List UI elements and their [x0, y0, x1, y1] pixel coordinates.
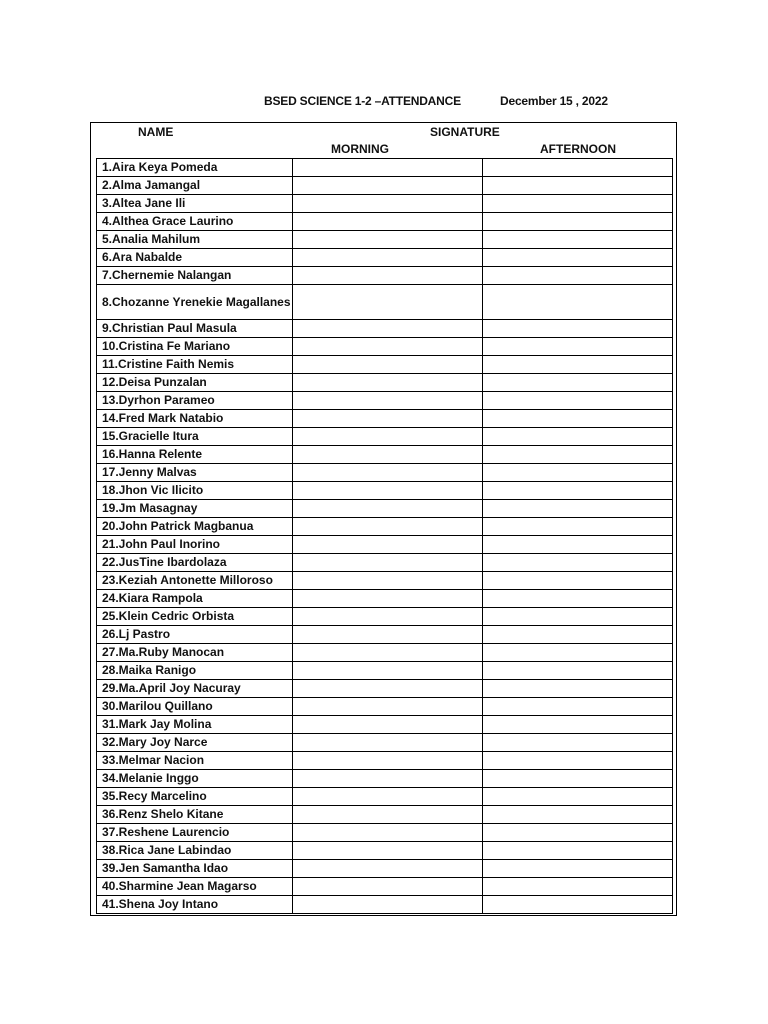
morning-signature-cell[interactable]	[293, 249, 483, 267]
student-name: 9.Christian Paul Masula	[97, 320, 293, 338]
afternoon-signature-cell[interactable]	[483, 195, 673, 213]
table-row	[97, 285, 673, 320]
morning-signature-cell[interactable]	[293, 177, 483, 195]
student-name: 17.Jenny Malvas	[97, 464, 293, 482]
morning-signature-cell[interactable]	[293, 356, 483, 374]
afternoon-signature-cell[interactable]	[483, 680, 673, 698]
afternoon-signature-cell[interactable]	[483, 374, 673, 392]
table-row	[97, 159, 673, 177]
afternoon-signature-cell[interactable]	[483, 159, 673, 177]
table-row	[97, 482, 673, 500]
table-row	[97, 896, 673, 914]
afternoon-signature-cell[interactable]	[483, 806, 673, 824]
student-name: 2.Alma Jamangal	[97, 177, 293, 195]
student-name: 33.Melmar Nacion	[97, 752, 293, 770]
morning-signature-cell[interactable]	[293, 392, 483, 410]
student-name: 12.Deisa Punzalan	[97, 374, 293, 392]
attendance-table	[96, 158, 673, 914]
student-name: 26.Lj Pastro	[97, 626, 293, 644]
student-name: 20.John Patrick Magbanua	[97, 518, 293, 536]
morning-signature-cell[interactable]	[293, 644, 483, 662]
afternoon-signature-cell[interactable]	[483, 554, 673, 572]
afternoon-signature-cell[interactable]	[483, 536, 673, 554]
table-row	[97, 878, 673, 896]
student-name: 24.Kiara Rampola	[97, 590, 293, 608]
student-name: 38.Rica Jane Labindao	[97, 842, 293, 860]
morning-signature-cell[interactable]	[293, 285, 483, 320]
table-row	[97, 554, 673, 572]
afternoon-signature-cell[interactable]	[483, 320, 673, 338]
morning-signature-cell[interactable]	[293, 231, 483, 249]
morning-signature-cell[interactable]	[293, 734, 483, 752]
morning-signature-cell[interactable]	[293, 806, 483, 824]
student-name: 27.Ma.Ruby Manocan	[97, 644, 293, 662]
student-name: 30.Marilou Quillano	[97, 698, 293, 716]
table-row	[97, 770, 673, 788]
afternoon-signature-cell[interactable]	[483, 878, 673, 896]
table-row	[97, 446, 673, 464]
morning-signature-cell[interactable]	[293, 500, 483, 518]
afternoon-signature-cell[interactable]	[483, 590, 673, 608]
table-row	[97, 698, 673, 716]
morning-signature-cell[interactable]	[293, 464, 483, 482]
table-row	[97, 662, 673, 680]
student-name: 8.Chozanne Yrenekie Magallanes	[97, 285, 293, 320]
student-name: 41.Shena Joy Intano	[97, 896, 293, 914]
afternoon-signature-cell[interactable]	[483, 338, 673, 356]
student-name: 10.Cristina Fe Mariano	[97, 338, 293, 356]
table-row	[97, 734, 673, 752]
afternoon-signature-cell[interactable]	[483, 392, 673, 410]
table-row	[97, 680, 673, 698]
table-row	[97, 249, 673, 267]
afternoon-signature-cell[interactable]	[483, 213, 673, 231]
table-row	[97, 428, 673, 446]
student-name: 4.Althea Grace Laurino	[97, 213, 293, 231]
morning-signature-cell[interactable]	[293, 572, 483, 590]
morning-signature-cell[interactable]	[293, 267, 483, 285]
morning-signature-cell[interactable]	[293, 662, 483, 680]
student-name: 14.Fred Mark Natabio	[97, 410, 293, 428]
attendance-rows	[97, 159, 673, 914]
name-column-header: NAME	[138, 125, 174, 139]
table-row	[97, 374, 673, 392]
student-name: 31.Mark Jay Molina	[97, 716, 293, 734]
table-row	[97, 716, 673, 734]
afternoon-signature-cell[interactable]	[483, 626, 673, 644]
afternoon-signature-cell[interactable]	[483, 770, 673, 788]
table-row	[97, 626, 673, 644]
morning-signature-cell[interactable]	[293, 536, 483, 554]
afternoon-signature-cell[interactable]	[483, 896, 673, 914]
table-row	[97, 536, 673, 554]
morning-signature-cell[interactable]	[293, 482, 483, 500]
table-row	[97, 338, 673, 356]
table-row	[97, 608, 673, 626]
table-row	[97, 464, 673, 482]
student-name: 1.Aira Keya Pomeda	[97, 159, 293, 177]
student-name: 25.Klein Cedric Orbista	[97, 608, 293, 626]
morning-signature-cell[interactable]	[293, 213, 483, 231]
afternoon-signature-cell[interactable]	[483, 482, 673, 500]
student-name: 39.Jen Samantha Idao	[97, 860, 293, 878]
table-row	[97, 392, 673, 410]
student-name: 23.Keziah Antonette Milloroso	[97, 572, 293, 590]
afternoon-signature-cell[interactable]	[483, 572, 673, 590]
table-row	[97, 500, 673, 518]
morning-signature-cell[interactable]	[293, 770, 483, 788]
student-name: 37.Reshene Laurencio	[97, 824, 293, 842]
document-date: December 15 , 2022	[500, 94, 608, 108]
afternoon-signature-cell[interactable]	[483, 285, 673, 320]
table-row	[97, 842, 673, 860]
table-row	[97, 320, 673, 338]
student-name: 7.Chernemie Nalangan	[97, 267, 293, 285]
student-name: 5.Analia Mahilum	[97, 231, 293, 249]
table-row	[97, 806, 673, 824]
student-name: 36.Renz Shelo Kitane	[97, 806, 293, 824]
student-name: 32.Mary Joy Narce	[97, 734, 293, 752]
table-row	[97, 356, 673, 374]
student-name: 16.Hanna Relente	[97, 446, 293, 464]
morning-signature-cell[interactable]	[293, 680, 483, 698]
morning-signature-cell[interactable]	[293, 896, 483, 914]
morning-signature-cell[interactable]	[293, 446, 483, 464]
afternoon-signature-cell[interactable]	[483, 662, 673, 680]
student-name: 18.Jhon Vic Ilicito	[97, 482, 293, 500]
table-row	[97, 860, 673, 878]
table-row	[97, 177, 673, 195]
morning-column-header: MORNING	[331, 142, 389, 156]
student-name: 28.Maika Ranigo	[97, 662, 293, 680]
table-row	[97, 752, 673, 770]
afternoon-signature-cell[interactable]	[483, 644, 673, 662]
afternoon-signature-cell[interactable]	[483, 428, 673, 446]
table-row	[97, 267, 673, 285]
morning-signature-cell[interactable]	[293, 554, 483, 572]
morning-signature-cell[interactable]	[293, 716, 483, 734]
student-name: 13.Dyrhon Parameo	[97, 392, 293, 410]
afternoon-signature-cell[interactable]	[483, 698, 673, 716]
morning-signature-cell[interactable]	[293, 788, 483, 806]
student-name: 35.Recy Marcelino	[97, 788, 293, 806]
table-row	[97, 195, 673, 213]
table-row	[97, 572, 673, 590]
table-row	[97, 231, 673, 249]
afternoon-signature-cell[interactable]	[483, 608, 673, 626]
afternoon-signature-cell[interactable]	[483, 788, 673, 806]
morning-signature-cell[interactable]	[293, 626, 483, 644]
morning-signature-cell[interactable]	[293, 698, 483, 716]
table-row	[97, 824, 673, 842]
afternoon-signature-cell[interactable]	[483, 267, 673, 285]
table-row	[97, 213, 673, 231]
student-name: 15.Gracielle Itura	[97, 428, 293, 446]
document-title: BSED SCIENCE 1-2 –ATTENDANCE	[264, 94, 461, 108]
afternoon-signature-cell[interactable]	[483, 249, 673, 267]
table-row	[97, 788, 673, 806]
afternoon-signature-cell[interactable]	[483, 860, 673, 878]
morning-signature-cell[interactable]	[293, 824, 483, 842]
morning-signature-cell[interactable]	[293, 608, 483, 626]
signature-column-header: SIGNATURE	[430, 125, 500, 139]
afternoon-signature-cell[interactable]	[483, 500, 673, 518]
student-name: 29.Ma.April Joy Nacuray	[97, 680, 293, 698]
afternoon-signature-cell[interactable]	[483, 177, 673, 195]
student-name: 19.Jm Masagnay	[97, 500, 293, 518]
table-row	[97, 518, 673, 536]
morning-signature-cell[interactable]	[293, 752, 483, 770]
table-row	[97, 410, 673, 428]
morning-signature-cell[interactable]	[293, 878, 483, 896]
morning-signature-cell[interactable]	[293, 320, 483, 338]
afternoon-signature-cell[interactable]	[483, 446, 673, 464]
afternoon-signature-cell[interactable]	[483, 842, 673, 860]
morning-signature-cell[interactable]	[293, 860, 483, 878]
morning-signature-cell[interactable]	[293, 842, 483, 860]
student-name: 21.John Paul Inorino	[97, 536, 293, 554]
afternoon-column-header: AFTERNOON	[540, 142, 616, 156]
table-row	[97, 590, 673, 608]
morning-signature-cell[interactable]	[293, 590, 483, 608]
morning-signature-cell[interactable]	[293, 428, 483, 446]
afternoon-signature-cell[interactable]	[483, 752, 673, 770]
morning-signature-cell[interactable]	[293, 410, 483, 428]
morning-signature-cell[interactable]	[293, 374, 483, 392]
student-name: 40.Sharmine Jean Magarso	[97, 878, 293, 896]
afternoon-signature-cell[interactable]	[483, 734, 673, 752]
student-name: 11.Cristine Faith Nemis	[97, 356, 293, 374]
afternoon-signature-cell[interactable]	[483, 824, 673, 842]
student-name: 34.Melanie Inggo	[97, 770, 293, 788]
afternoon-signature-cell[interactable]	[483, 518, 673, 536]
afternoon-signature-cell[interactable]	[483, 464, 673, 482]
morning-signature-cell[interactable]	[293, 518, 483, 536]
attendance-sheet	[90, 122, 677, 916]
morning-signature-cell[interactable]	[293, 338, 483, 356]
afternoon-signature-cell[interactable]	[483, 716, 673, 734]
morning-signature-cell[interactable]	[293, 195, 483, 213]
afternoon-signature-cell[interactable]	[483, 231, 673, 249]
afternoon-signature-cell[interactable]	[483, 356, 673, 374]
afternoon-signature-cell[interactable]	[483, 410, 673, 428]
student-name: 3.Altea Jane Ili	[97, 195, 293, 213]
student-name: 6.Ara Nabalde	[97, 249, 293, 267]
student-name: 22.JusTine Ibardolaza	[97, 554, 293, 572]
morning-signature-cell[interactable]	[293, 159, 483, 177]
table-row	[97, 644, 673, 662]
